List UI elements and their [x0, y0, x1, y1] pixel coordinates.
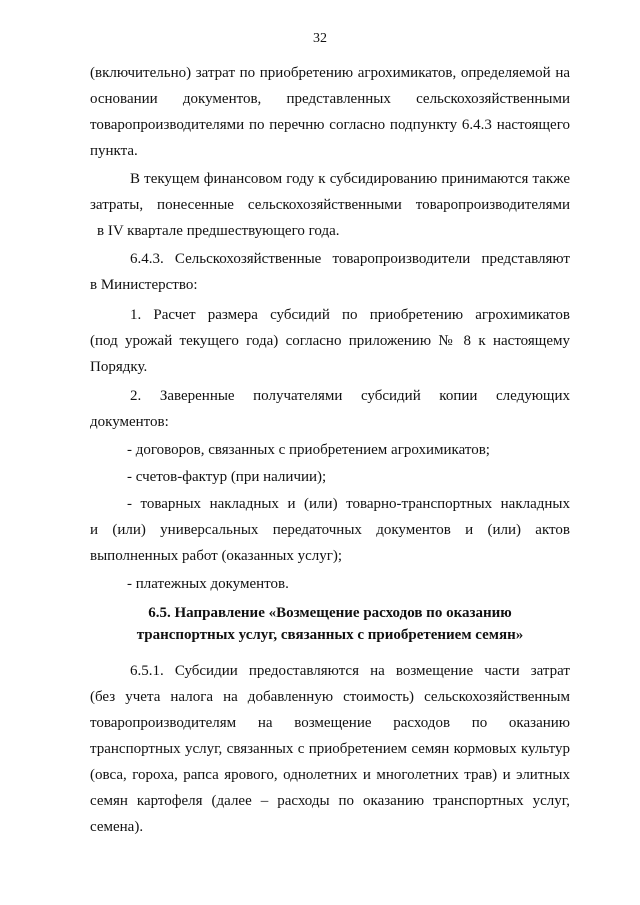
paragraph-line: 2. Заверенные получателями субсидий копии следующих	[130, 388, 570, 404]
section-heading: транспортных услуг, связанных с приобретением семян»	[136, 627, 524, 643]
paragraph-line: пункта.	[90, 143, 138, 159]
paragraph-line: семян картофеля (далее – расходы по оказанию транспортных услуг,	[90, 793, 570, 809]
page-number: 32	[313, 31, 327, 46]
paragraph-line: (без учета налога на добавленную стоимость) сельскохозяйственным	[90, 689, 570, 705]
paragraph-line: документов:	[90, 414, 169, 430]
section-heading: 6.5. Направление «Возмещение расходов по оказанию	[148, 605, 512, 621]
paragraph-line: в Министерство:	[90, 277, 198, 293]
list-item: и (или) универсальных передаточных документов и (или) актов	[90, 522, 570, 538]
list-item: - счетов-фактур (при наличии);	[127, 469, 327, 485]
paragraph-line: затраты, понесенные сельскохозяйственными товаропроизводителями	[90, 197, 570, 213]
list-item: - договоров, связанных с приобретением агрохимикатов;	[127, 442, 490, 458]
paragraph-line: (включительно) затрат по приобретению агрохимикатов, определяемой на	[90, 65, 570, 81]
paragraph-line: товаропроизводителями по перечню согласно подпункту 6.4.3 настоящего	[90, 117, 570, 133]
paragraph-line: (овса, гороха, рапса ярового, однолетних и многолетних трав) и элитных	[90, 767, 570, 783]
paragraph-line: товаропроизводителям на возмещение расходов по оказанию	[90, 715, 570, 731]
list-item: - платежных документов.	[127, 576, 289, 592]
list-item: выполненных работ (оказанных услуг);	[90, 548, 343, 564]
paragraph-line: Порядку.	[90, 359, 148, 375]
paragraph-line: В текущем финансовом году к субсидированию принимаются также	[130, 171, 570, 187]
list-item: - товарных накладных и (или) товарно-транспортных накладных	[127, 496, 570, 512]
paragraph-line: основании документов, представленных сельскохозяйственными	[90, 91, 570, 107]
paragraph-line: (под урожай текущего года) согласно приложению № 8 к настоящему	[90, 333, 570, 349]
paragraph-line: семена).	[90, 819, 144, 835]
paragraph-line: 6.5.1. Субсидии предоставляются на возмещение части затрат	[130, 663, 570, 679]
paragraph-line: в IV квартале предшествующего года.	[97, 223, 340, 239]
paragraph-line: транспортных услуг, связанных с приобретением семян кормовых культур	[90, 741, 570, 757]
paragraph-line: 6.4.3. Сельскохозяйственные товаропроизводители представляют	[130, 251, 570, 267]
paragraph-line: 1. Расчет размера субсидий по приобретению агрохимикатов	[130, 307, 570, 323]
